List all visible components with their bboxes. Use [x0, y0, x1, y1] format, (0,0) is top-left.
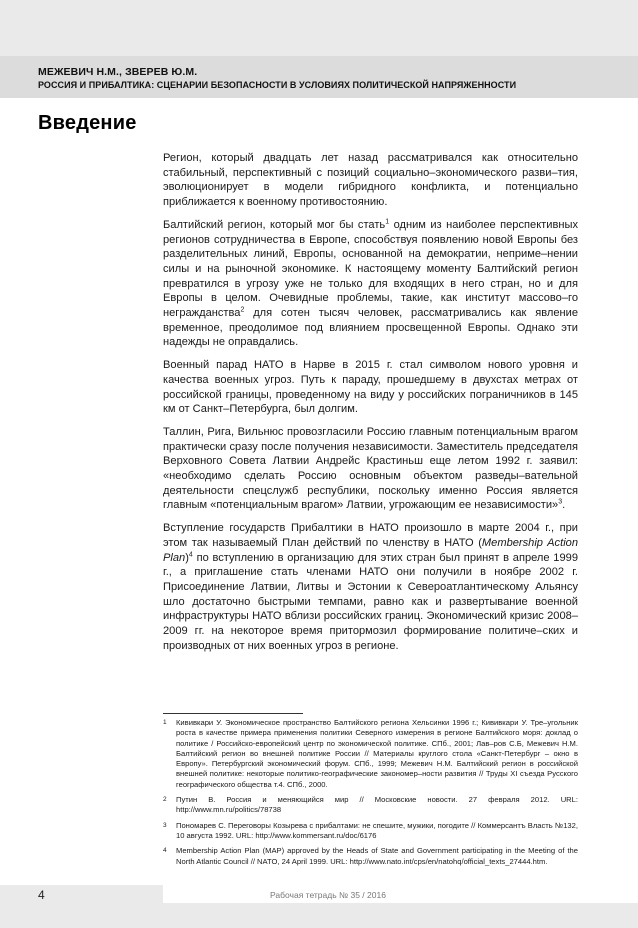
paragraph-1: [163, 151, 578, 210]
footnotes: [163, 718, 578, 872]
paragraph-3-text: Военный парад НАТО в Нарве в 2015 г. стал символом нового уровня и качества военных угроз. Путь к параду, прошедшему в двухстах метрах от российской границы, проведенному на виду у российских пограничников в 145 км от Санкт–Петербурга, был долгим.: [163, 359, 578, 416]
paragraph-5-text-c: по вступлению в организацию для этих стран был принят в апреле 1999 г., а приглашение стать членами НАТО они получили в ноябре 2002 г. Присоединение Латвии, Литвы и Эстонии к Североатлантическому Альянсу шло достаточно быстрыми темпами, равно как и развертывание военной инфраструктуры НАТО вблизи российских границ. Экономический кризис 2008–2009 гг. на некоторое время притормозил формирование политиче–ских и производных от них военных угроз в регионе.: [163, 551, 578, 652]
journal-name: Рабочая тетрадь № 35 / 2016: [270, 890, 386, 900]
footnote-4: [163, 846, 578, 867]
paragraph-5-text-b: ): [185, 551, 189, 564]
header-subtitle: РОССИЯ И ПРИБАЛТИКА: СЦЕНАРИИ БЕЗОПАСНОСТИ В УСЛОВИЯХ ПОЛИТИЧЕСКОЙ НАПРЯЖЕННОСТИ: [38, 80, 517, 90]
paragraph-4-text-b: .: [562, 499, 566, 512]
footnote-ref-4[interactable]: 4: [188, 550, 193, 558]
footnote-2: [163, 795, 578, 816]
header-authors: МЕЖЕВИЧ Н.М., ЗВЕРЕВ Ю.М.: [38, 66, 198, 78]
footnote-number: 4: [163, 847, 167, 855]
body-text: [163, 151, 578, 662]
footnote-text: Membership Action Plan (MAP) approved by the Heads of State and Government participating in the Meeting of the North Atlantic Council // NATO, 24 April 1999. URL: http://www.nato.int/cps/en/natohq/official_texts_27444.htm.: [176, 846, 578, 866]
footnote-ref-2[interactable]: 2: [240, 306, 245, 314]
paragraph-2: [163, 218, 578, 350]
footnote-text: Пономарев С. Переговоры Козырева с прибалтами: не спешите, мужики, погодите // Коммерсантъ Власть №132, 10 августа 1992. URL: http://www.kommersant.ru/doc/6176: [176, 820, 578, 840]
footnote-text: Кививкари У. Экономическое пространство Балтийского региона Хельсинки 1996 г.; Кививкари У. Тре–угольник роста в качестве примера применения политики Северного измерения в регионе Балтийского моря: доклад о политике / Российско-европейский центр по экономической политике. СПб., 2001; Лав–ров С.Б, Межевич Н.М. Балтийский регион во внешней политике России // Материалы круглого стола «Санкт-Петербург – окно в Европу». Петербургский экономический форум. СПб., 1999; Межевич Н.М. Балтийский регион в российской внешней политике: некоторые политико-географические закономер–ности развития // Труды XI съезда Русского географического общества т.4. СПб., 2000.: [176, 718, 578, 789]
footnote-number: 1: [163, 719, 167, 726]
paragraph-5-italic: Membership Action Plan: [163, 536, 578, 564]
paragraph-5: [163, 521, 578, 653]
paragraph-2-text-b: одним из наиболее перспективных регионов сотрудничества в Европе, способствуя появлению новой Европы без разделительных линий, Европы, основанной на демократии, неприме–нении силы и на рыночной экономике. К настоящему моменту Балтийский регион превратился в угрозу уже не только для входящих в него стран, но и для Европы в целом. Очевидные проблемы, такие, как институт массово–го негражданства: [163, 218, 578, 320]
footnote-1: [163, 718, 578, 790]
footnote-number: 2: [163, 796, 167, 804]
paragraph-3: [163, 358, 578, 417]
footnote-text: Путин В. Россия и меняющийся мир // Московские новости. 27 февраля 2012. URL: http://www.mn.ru/politics/78738: [176, 795, 578, 815]
paragraph-2-text-a: Балтийский регион, который мог бы стать: [163, 218, 386, 231]
paragraph-1-text: Регион, который двадцать лет назад рассматривался как относительно стабильный, перспективный с позиций социально–экономического разви–тия, эволюционирует в модели гибридного конфликта, и потенциально приближается к военному противостоянию.: [163, 152, 578, 209]
running-header: [0, 56, 638, 98]
paragraph-2-text-c: для сотен тысяч человек, рассматривались как явление временное, преодолимое под влиянием просвещенной Европы. Однако эти надежды не оправдались.: [163, 307, 578, 349]
footnote-ref-3[interactable]: 3: [558, 498, 563, 506]
paragraph-4-text-a: Таллин, Рига, Вильнюс провозгласили Россию главным потенциальным врагом практически сразу после получения независимости. Заместитель председателя Верховного Совета Латвии Андрейс Крастиньш еще летом 1992 г. заявил: «необходимо сделать Россию основным объектом разведы–вательной деятельности спецслужб республики, поскольку именно Россия является главным «потенциальным врагом» Латвии, угрожающим ее независимости»: [163, 425, 578, 512]
footnote-3: [163, 821, 578, 842]
footnote-divider: [163, 713, 303, 714]
section-title: Введение: [38, 112, 137, 134]
top-band: [0, 0, 638, 56]
page-number: 4: [38, 888, 45, 902]
paragraph-4: [163, 425, 578, 513]
footnote-ref-1[interactable]: 1: [385, 218, 390, 226]
footnote-number: 3: [163, 821, 167, 829]
paragraph-5-text-a: Вступление государств Прибалтики в НАТО произошло в марте 2004 г., при этом так называемый План действий по членству в НАТО (: [163, 522, 578, 549]
